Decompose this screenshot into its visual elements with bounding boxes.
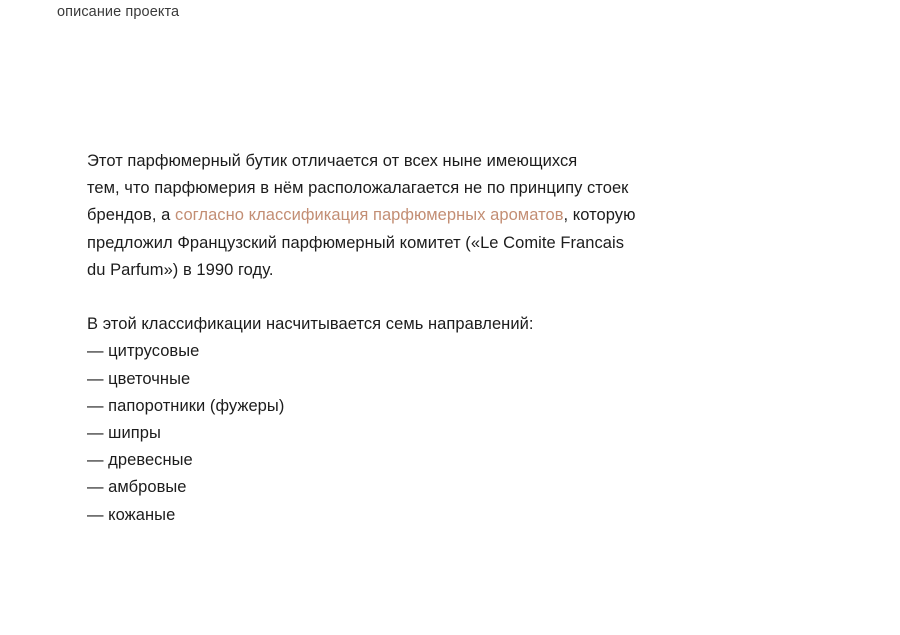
section-label: описание проекта <box>57 4 180 20</box>
intro-line: Этот парфюмерный бутик отличается от всех ныне имеющихся <box>87 152 578 170</box>
list-item: — цветочные <box>87 369 191 388</box>
intro-text: брендов, а <box>87 206 175 225</box>
classification-link[interactable]: согласно классификация парфюмерных ароматов <box>174 206 564 225</box>
intro-line: тем, что парфюмерия в нём расположалагается не по принципу стоек <box>87 179 629 198</box>
classification-lead-text: В этой классификации насчитывается семь направлений: <box>87 315 534 334</box>
intro-paragraph <box>87 148 727 284</box>
list-item: — амбровые <box>87 478 187 497</box>
intro-line: du Parfum») в 1990 году. <box>87 260 274 279</box>
list-item: — древесные <box>87 451 193 470</box>
list-item: — цитрусовые <box>87 342 200 361</box>
fragrance-family-list <box>87 338 727 528</box>
project-description <box>87 148 727 529</box>
list-item: — папоротники (фужеры) <box>87 396 285 415</box>
list-item: — кожаные <box>87 505 176 524</box>
paragraph-spacer <box>87 284 727 311</box>
list-item: — шипры <box>87 424 161 443</box>
intro-text: , которую <box>563 206 636 225</box>
classification-lead <box>87 311 727 338</box>
intro-line <box>87 202 727 229</box>
intro-line: предложил Французский парфюмерный комитет («Le Comite Francais <box>87 233 625 252</box>
